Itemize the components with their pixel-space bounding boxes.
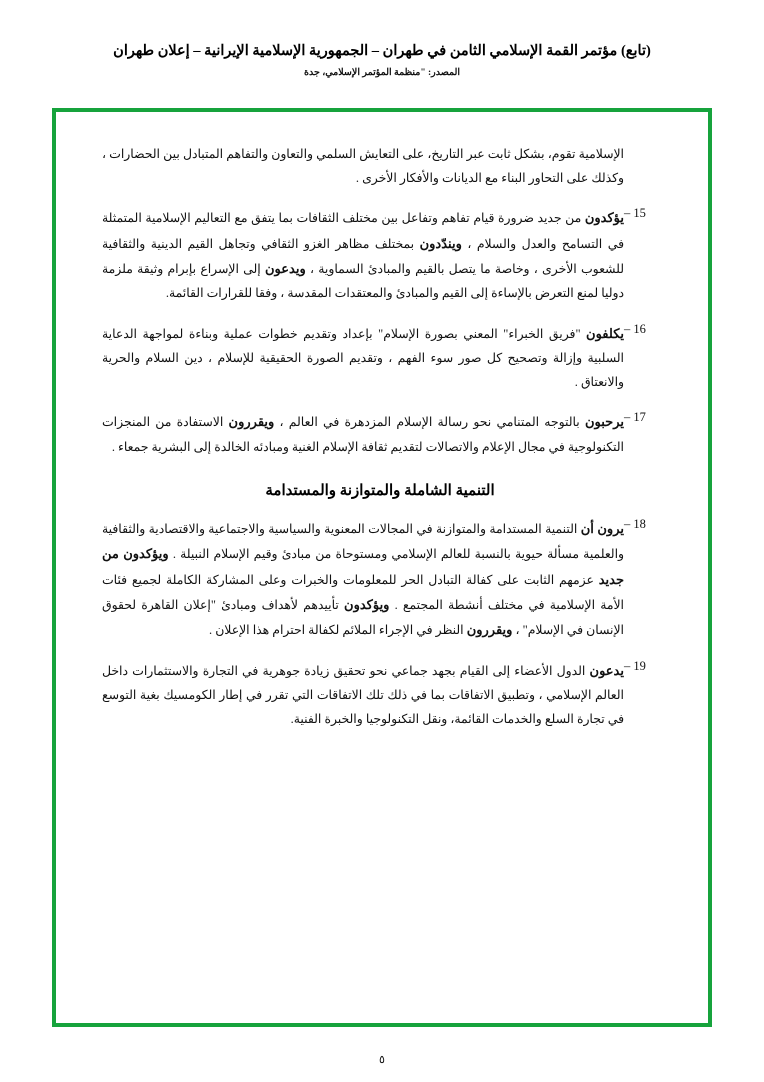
header-title: (تابع) مؤتمر القمة الإسلامي الثامن في طهران – الجمهورية الإسلامية الإيرانية – إعلان طهران [113, 43, 651, 59]
paragraph-number [624, 142, 658, 143]
document-body [62, 122, 702, 1014]
paragraph-body-16: "فريق الخبراء" المعني بصورة الإسلام" بإعداد وتقديم خطوات عملية وبناءة لمواجهة الدعاية السلبية وإزالة وتصحيح كل صور سوء الفهم ، وتقديم الصورة الحقيقية للإسلام ، دين السلام والحرية والانعتاق . [102, 326, 624, 390]
paragraph-lead-18: يرون أن [580, 520, 625, 536]
paragraph-number-18: 18 – [624, 516, 646, 531]
paragraph-intro [102, 142, 658, 190]
paragraph-lead-16: يكلفون [586, 325, 624, 341]
paragraph-number-16: 16 – [624, 321, 646, 336]
paragraph-text-17 [102, 409, 624, 459]
paragraph-body-18b: عزمهم الثابت على كفالة التبادل الحر للمعلومات والخبرات وعلى المشاركة الكاملة لجميع فئات الأمة الإسلامية في مختلف أنشطة المجتمع . [102, 572, 625, 612]
page-footer [0, 1053, 764, 1066]
paragraph-lead-15b: ويندّدون [419, 235, 462, 251]
paragraph-body-15a: من جديد ضرورة قيام تفاهم وتفاعل بين مختلف الثقافات بما يتفق مع التعاليم الإسلامية المتمثلة في التسامح والعدل والسلام ، [102, 211, 624, 251]
paragraph-body-15b: بمختلف مظاهر الغزو الثقافي وتجاهل القيم الدينية والثقافية للشعوب الأخرى ، وخاصة ما يتصل بالقيم والمبادئ السماوية ، [102, 236, 624, 277]
paragraph-body-15c: إلى الإسراع بإبرام وثيقة ملزمة دوليا لمنع التعرض بالإساءة إلى القيم والمبادئ والمعتقدات المقدسة ، وفقا للقرارات القائمة. [102, 262, 624, 301]
section-heading: التنمية الشاملة والمتوازنة والمستدامة [265, 482, 495, 499]
paragraph-body-17b: الاستفادة من المنجزات التكنولوجية في مجال الإعلام والاتصالات لتقديم ثقافة الإسلام الغنية ومبادئه الخالدة إلى البشرية جمعاء . [102, 415, 624, 454]
paragraph-body-19: الدول الأعضاء إلى القيام بجهد جماعي نحو تحقيق زيادة جوهرية في التجارة والاستثمارات داخل العالم الإسلامي ، وتطبيق الاتفاقات بما في ذلك تلك الاتفاقات التي تقرر في إطار الكومسيك بغية التوسع في تجارة السلع والخدمات القائمة، ونقل التكنولوجيا والخبرة الفنية. [102, 663, 624, 727]
paragraph-text-18 [102, 516, 624, 643]
paragraph-15 [102, 205, 658, 305]
paragraph-lead-18b: ويؤكدون من جديد [102, 546, 624, 587]
paragraph-17 [102, 409, 658, 459]
paragraph-lead-15c: ويدعون [264, 261, 306, 277]
header-source: المصدر: "منظمة المؤتمر الإسلامي، جدة [303, 67, 461, 78]
paragraph-lead-18d: ويقررون [466, 622, 513, 638]
paragraph-number-17: 17 – [624, 410, 646, 425]
paragraph-lead-17: يرحبون [584, 414, 624, 430]
paragraph-text: الإسلامية تقوم، بشكل ثابت عبر التاريخ، على التعايش السلمي والتعاون والتفاهم المتبادل بين الحضارات ، وكذلك على التحاور البناء مع الديانات والأفكار الأخرى . [102, 147, 624, 186]
paragraph-body-18c: تأييدهم لأهداف ومبادئ "إعلان القاهرة لحقوق الإنسان في الإسلام" ، [102, 597, 624, 638]
paragraph-19 [102, 658, 658, 732]
paragraph-text-16 [102, 321, 624, 395]
paragraph-lead-17b: ويقررون [228, 414, 275, 430]
paragraph-text-19 [102, 658, 624, 732]
paragraph-lead-18c: ويؤكدون [344, 596, 390, 612]
page-number: ٥ [379, 1054, 385, 1066]
paragraph-body-18d: النظر في الإجراء الملائم لكفالة احترام هذا الإعلان . [209, 623, 467, 638]
paragraph-16 [102, 321, 658, 395]
paragraph-text-15 [102, 205, 624, 305]
paragraph-18 [102, 516, 658, 643]
paragraph-lead-19: يدعون [589, 662, 624, 678]
paragraph-number-19: 19 – [624, 658, 646, 673]
page-header [0, 0, 764, 78]
paragraph-number-15: 15 – [624, 206, 646, 221]
paragraph-body-18a: التنمية المستدامة والمتوازنة في المجالات المعنوية والسياسية والاجتماعية والاقتصادية والثقافية والعلمية مسألة حيوية بالنسبة للعالم الإسلامي ومستوحاة من مبادئ وقيم الإسلام النبيلة . [102, 521, 625, 562]
paragraph-body-17a: بالتوجه المتنامي نحو رسالة الإسلام المزدهرة في العالم ، [274, 415, 585, 430]
paragraph-lead-15: يؤكدون [584, 210, 624, 226]
